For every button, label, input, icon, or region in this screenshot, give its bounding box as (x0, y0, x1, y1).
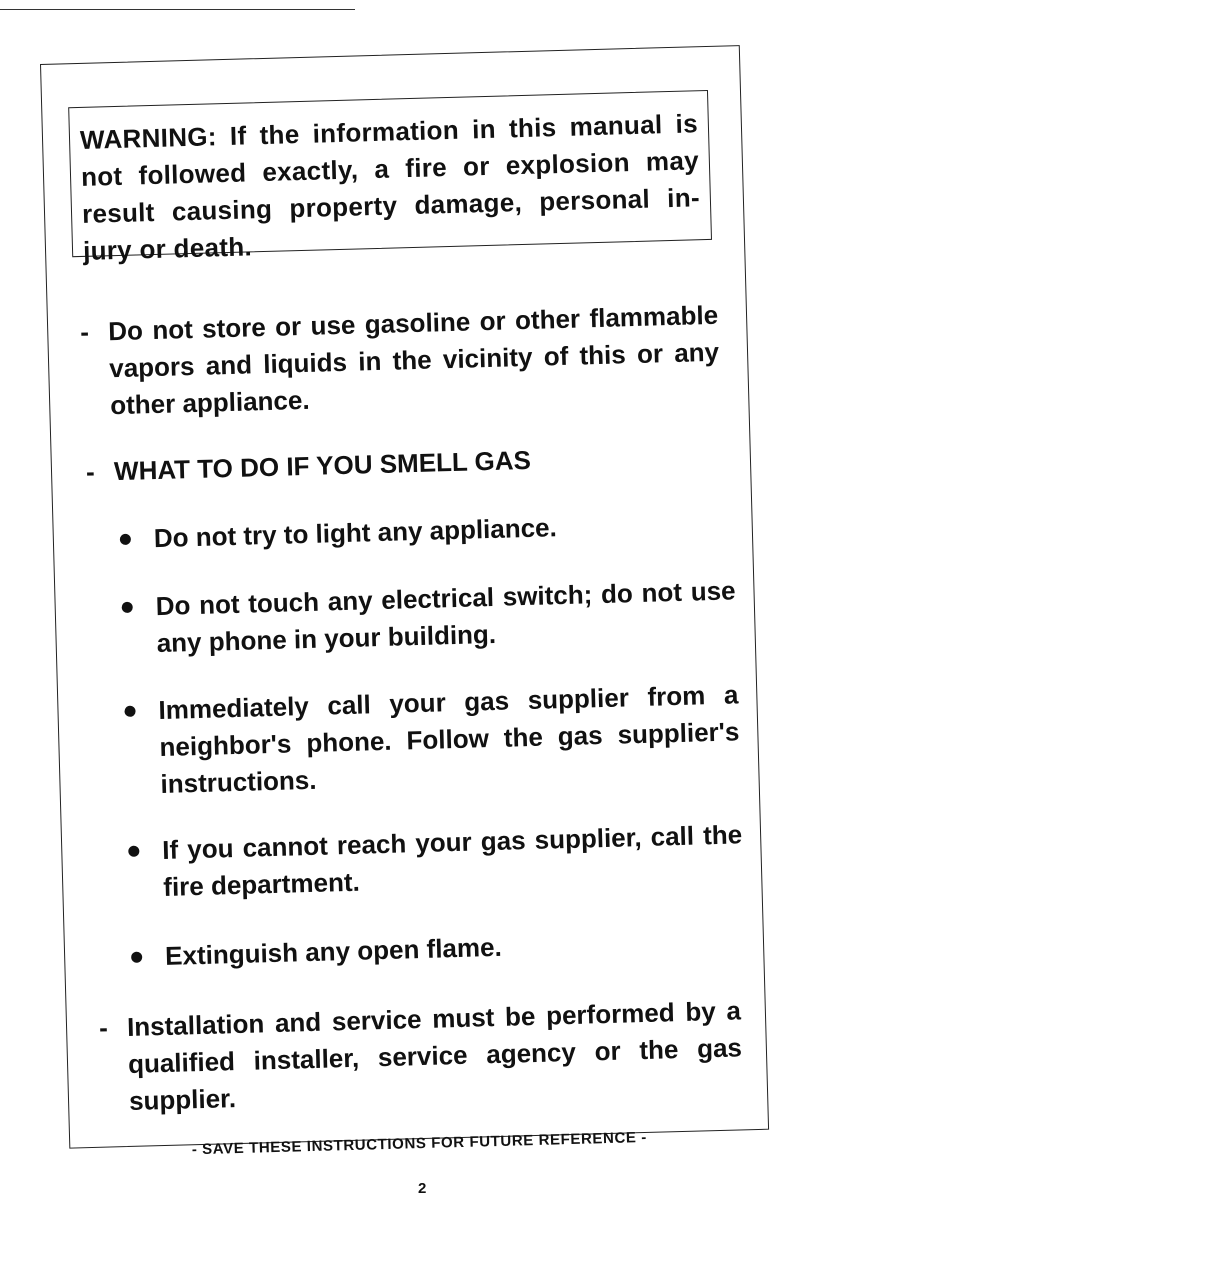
bullet-dot-icon (124, 706, 135, 717)
heading-text: WHAT TO DO IF YOU SMELL GAS (113, 444, 532, 487)
dash-marker: - (79, 316, 90, 348)
bullet-item (158, 676, 741, 803)
instruction-text: Installation and service must be performed by a qualified installer, service agency or the gas supplier. (126, 995, 743, 1116)
instruction-no-flammables (79, 297, 721, 424)
bullet-dot-icon (122, 602, 133, 613)
top-rule (0, 9, 355, 10)
instruction-text: Do not store or use gasoline or other flammable vapors and liquids in the vicinity of this or any other appliance. (107, 299, 720, 421)
warning-box (68, 90, 712, 266)
dash-marker: - (85, 456, 96, 487)
bullet-text: If you cannot reach your gas supplier, call the fire department. (161, 819, 743, 902)
bullet-dot-icon (128, 846, 139, 857)
smell-gas-heading (85, 437, 725, 490)
page-number: 2 (418, 1180, 427, 1197)
bullet-item (153, 504, 734, 557)
bullet-item (155, 572, 737, 662)
bullet-text: Do not touch any electrical switch; do not use any phone in your building. (155, 575, 736, 659)
bullet-text: Do not try to light any appliance. (153, 512, 558, 554)
warning-text: WARNING: If the information in this manual is not followed exactly, a fire or explosion may result causing property damage, personal in-jury or death. (79, 108, 701, 266)
dash-marker: - (98, 1012, 109, 1043)
bullet-text: Immediately call your gas supplier from a neighbor's phone. Follow the gas supplier's instructions. (158, 679, 740, 799)
bullet-text: Extinguish any open flame. (164, 931, 503, 971)
bullet-item (162, 816, 744, 906)
save-instructions-note: - SAVE THESE INSTRUCTIONS FOR FUTURE REFERENCE - (191, 1128, 648, 1159)
instruction-qualified-installer (98, 992, 744, 1120)
safety-notice-frame (40, 45, 769, 1159)
bullet-dot-icon (131, 952, 142, 963)
bullet-item (165, 922, 746, 975)
bullet-dot-icon (120, 534, 131, 545)
